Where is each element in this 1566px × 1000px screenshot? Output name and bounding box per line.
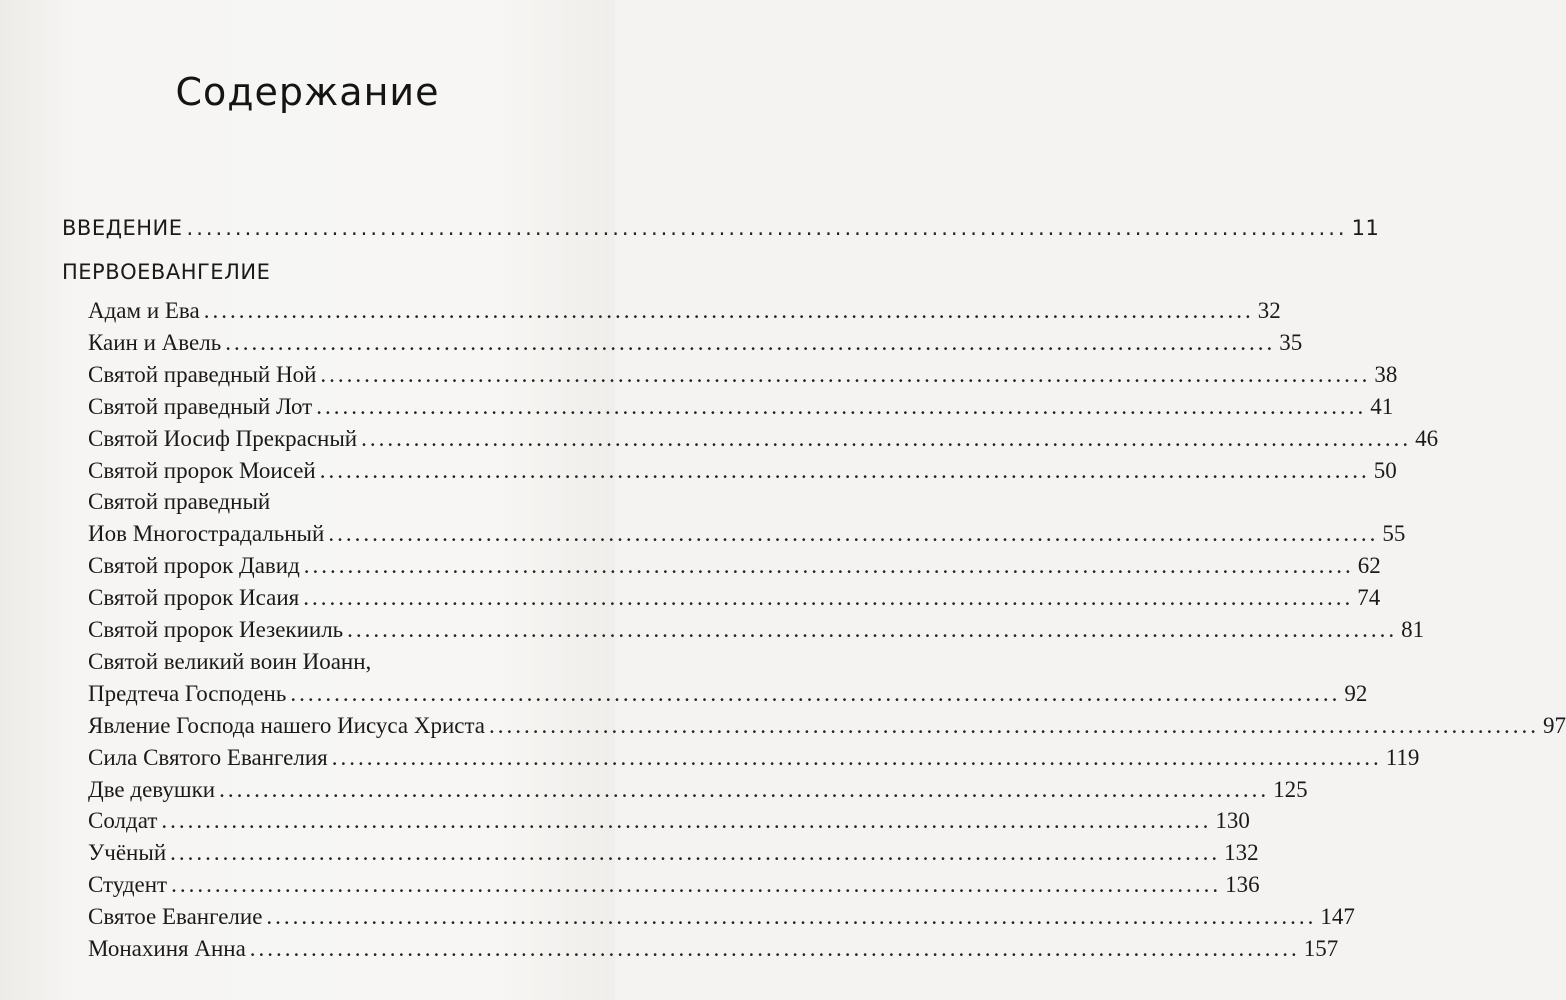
toc-label: Святой праведный — [88, 489, 271, 515]
toc-leader-dots: ........................................................................................................................ — [219, 776, 1270, 802]
toc-row — [88, 329, 1303, 356]
toc-row — [88, 808, 1250, 834]
toc-leader-dots: ........................................................................................................................ — [303, 553, 1354, 579]
toc-label: Сила Святого Евангелия — [88, 744, 328, 770]
toc-page-number: 38 — [1374, 361, 1398, 387]
toc-row — [88, 393, 1394, 420]
toc-leader-dots: ........................................................................................................................ — [249, 936, 1300, 961]
toc-leader-dots: ........................................................................................................................ — [489, 712, 1540, 738]
toc-label: Святой великий воин Иоанн, — [88, 648, 372, 674]
toc-row — [88, 521, 1406, 547]
toc-label: Иов Многострадальный — [88, 521, 325, 547]
toc-page-number: 74 — [1357, 585, 1381, 611]
toc-leader-dots: ........................................................................................................................ — [186, 216, 1348, 240]
toc-page-number: 62 — [1357, 553, 1381, 579]
toc-leader-dots: ........................................................................................................................ — [347, 617, 1398, 642]
toc-row — [88, 617, 1425, 643]
toc-page-number: 11 — [1351, 216, 1380, 240]
toc-page-number: 50 — [1373, 457, 1397, 483]
toc-row — [88, 936, 1339, 962]
toc-row — [88, 457, 1397, 484]
toc-label: Учёный — [88, 840, 167, 866]
toc-label: Солдат — [88, 808, 158, 834]
toc-page-number: 92 — [1344, 680, 1368, 706]
toc-section-heading — [62, 260, 567, 284]
page-title: Содержание — [175, 70, 440, 114]
toc-leader-dots: ........................................................................................................................ — [328, 521, 1379, 547]
toc-row-intro — [62, 216, 1380, 240]
toc-label: Монахиня Анна — [88, 936, 246, 961]
toc-page-number: 125 — [1273, 776, 1308, 802]
toc-page-number: 32 — [1257, 298, 1281, 323]
toc-label: Две девушки — [88, 776, 216, 802]
toc-leader-dots: ........................................................................................................................ — [203, 298, 1254, 323]
toc-leader-dots: ........................................................................................................................ — [316, 393, 1367, 419]
toc-leader-dots: ........................................................................................................................ — [303, 585, 1354, 611]
toc-label: Святой пророк Моисей — [88, 457, 316, 483]
toc-row — [88, 649, 567, 675]
toc-row — [88, 680, 1368, 707]
toc-label: Святой Иосиф Прекрасный — [88, 425, 358, 451]
toc-row — [88, 489, 567, 515]
toc-leader-dots: ........................................................................................................................ — [319, 457, 1370, 483]
toc-page-number: 147 — [1320, 904, 1355, 930]
toc-label: Святой праведный Лот — [88, 393, 313, 419]
toc-page-number: 136 — [1225, 872, 1260, 898]
toc-label: Святой пророк Иезекииль — [88, 617, 344, 642]
toc-label: Святое Евангелие — [88, 904, 263, 930]
toc-page-number: 119 — [1385, 744, 1420, 770]
toc-page-number: 157 — [1303, 936, 1339, 961]
toc-page-number: 35 — [1279, 329, 1303, 355]
toc-page-number: 97 — [1543, 712, 1566, 738]
toc-leader-dots: ........................................................................................................................ — [290, 680, 1341, 706]
toc-label: Явление Господа нашего Иисуса Христа — [88, 712, 486, 738]
toc-row — [88, 744, 1420, 771]
toc-label: Святой пророк Исаия — [88, 585, 300, 611]
toc-leader-dots: ........................................................................................................................ — [361, 425, 1412, 451]
toc-row — [88, 872, 1260, 898]
toc-label: Святой праведный Ной — [88, 361, 317, 387]
toc-leader-dots: ........................................................................................................................ — [170, 840, 1221, 866]
toc-label: Студент — [88, 872, 168, 898]
toc-page-number: 41 — [1370, 393, 1394, 419]
toc-leader-dots: ........................................................................................................................ — [320, 361, 1371, 387]
toc-row — [88, 904, 1355, 930]
toc-row — [88, 553, 1381, 579]
toc-leader-dots: ........................................................................................................................ — [331, 744, 1382, 770]
toc-page-number: 46 — [1415, 425, 1439, 451]
toc-label: ПЕРВОЕВАНГЕЛИЕ — [62, 260, 271, 284]
toc-leader-dots: ........................................................................................................................ — [161, 808, 1212, 834]
toc-label: Адам и Ева — [88, 298, 200, 323]
toc-row — [88, 585, 1381, 611]
toc-leader-dots: ........................................................................................................................ — [225, 329, 1276, 355]
toc-row — [88, 840, 1259, 866]
toc-page-number: 132 — [1224, 840, 1259, 866]
toc-label: ВВЕДЕНИЕ — [62, 216, 183, 240]
toc-row — [88, 298, 1281, 324]
toc-row — [88, 425, 1439, 452]
toc-page-number: 81 — [1401, 617, 1425, 642]
toc-page-number: 130 — [1215, 808, 1250, 834]
toc-row — [88, 776, 1308, 803]
toc-leader-dots: ........................................................................................................................ — [171, 872, 1222, 898]
toc-row — [88, 712, 1566, 739]
toc-row — [88, 361, 1398, 388]
toc-label: Каин и Авель — [88, 329, 222, 355]
toc-label: Предтеча Господень — [88, 680, 287, 706]
toc-label: Святой пророк Давид — [88, 553, 300, 579]
toc-page-number: 55 — [1382, 521, 1406, 547]
toc-leader-dots: ........................................................................................................................ — [266, 904, 1317, 930]
